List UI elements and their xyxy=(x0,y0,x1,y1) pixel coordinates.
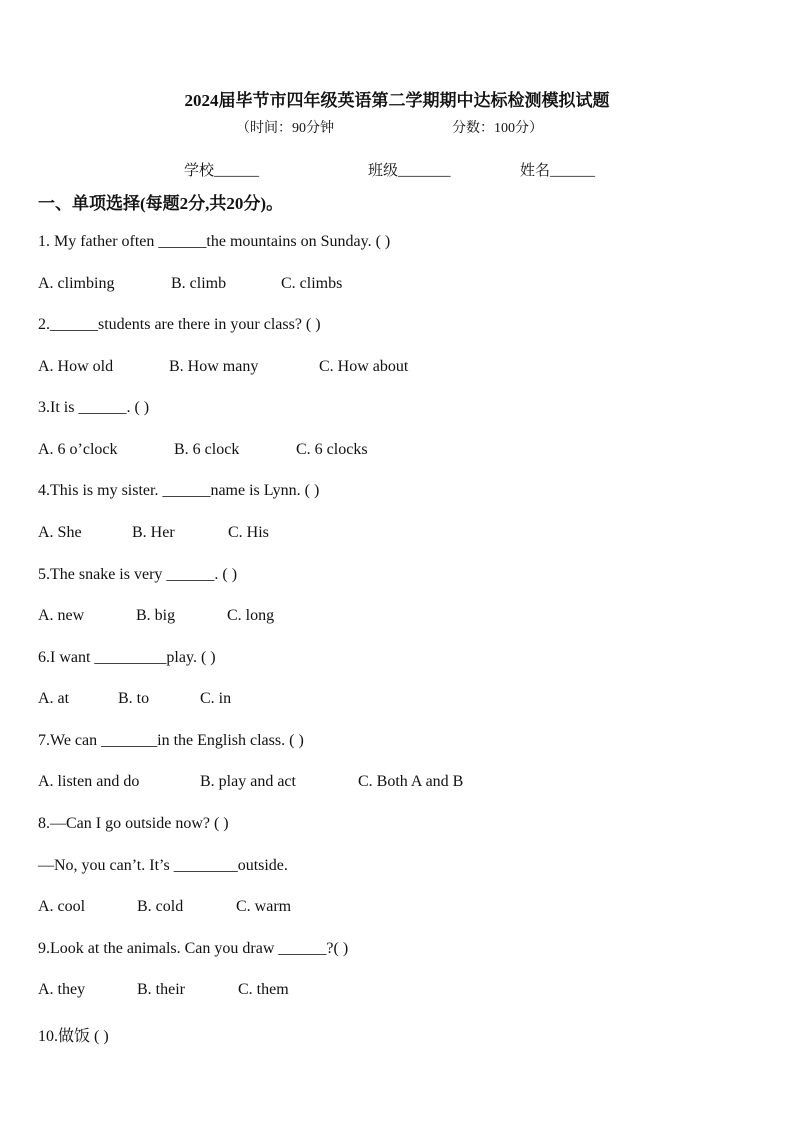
question-8-reply: —No, you can’t. It’s ________outside. xyxy=(38,857,288,874)
school-field: 学校______ xyxy=(184,163,260,179)
q8-option-b: B. cold xyxy=(137,898,184,915)
q1-option-c: C. climbs xyxy=(281,275,343,292)
q1-option-b: B. climb xyxy=(171,275,227,292)
q2-option-b: B. How many xyxy=(169,358,259,375)
name-field: 姓名______ xyxy=(520,163,596,179)
q3-option-c: C. 6 clocks xyxy=(296,441,368,458)
question-5: 5.The snake is very ______. ( ) xyxy=(38,566,238,583)
q4-option-a: A. She xyxy=(38,524,82,541)
question-4: 4.This is my sister. ______name is Lynn. ( ) xyxy=(38,482,320,499)
exam-time: （时间：90分钟 xyxy=(236,121,334,136)
q9-option-a: A. they xyxy=(38,981,86,998)
q9-option-b: B. their xyxy=(137,981,185,998)
q6-option-b: B. to xyxy=(118,690,150,707)
question-1: 1. My father often ______the mountains on Sunday. ( ) xyxy=(38,233,391,250)
q6-option-a: A. at xyxy=(38,690,70,707)
exam-score: 分数：100分） xyxy=(452,121,543,136)
q3-option-b: B. 6 clock xyxy=(174,441,240,458)
section-heading: 一、单项选择(每题2分,共20分)。 xyxy=(38,194,284,213)
q5-option-b: B. big xyxy=(136,607,176,624)
q5-option-c: C. long xyxy=(227,607,275,624)
q2-option-a: A. How old xyxy=(38,358,114,375)
q4-option-c: C. His xyxy=(228,524,269,541)
q8-option-c: C. warm xyxy=(236,898,292,915)
q8-option-a: A. cool xyxy=(38,898,86,915)
q5-option-a: A. new xyxy=(38,607,85,624)
q7-option-a: A. listen and do xyxy=(38,773,140,790)
q4-option-b: B. Her xyxy=(132,524,175,541)
page-title: 2024届毕节市四年级英语第二学期期中达标检测模拟试题 xyxy=(184,91,610,110)
question-6: 6.I want _________play. ( ) xyxy=(38,649,216,666)
q7-option-c: C. Both A and B xyxy=(358,773,464,790)
class-field: 班级_______ xyxy=(368,163,451,179)
q1-option-a: A. climbing xyxy=(38,275,115,292)
q7-option-b: B. play and act xyxy=(200,773,296,790)
q2-option-c: C. How about xyxy=(319,358,409,375)
question-8: 8.—Can I go outside now? ( ) xyxy=(38,815,229,832)
question-7: 7.We can _______in the English class. ( ) xyxy=(38,732,304,749)
question-10: 10.做饭 ( ) xyxy=(38,1028,109,1045)
question-9: 9.Look at the animals. Can you draw ______?( ) xyxy=(38,940,349,957)
q6-option-c: C. in xyxy=(200,690,232,707)
question-2: 2.______students are there in your class? ( ) xyxy=(38,316,321,333)
q3-option-a: A. 6 o’clock xyxy=(38,441,118,458)
q9-option-c: C. them xyxy=(238,981,289,998)
question-3: 3.It is ______. ( ) xyxy=(38,399,150,416)
